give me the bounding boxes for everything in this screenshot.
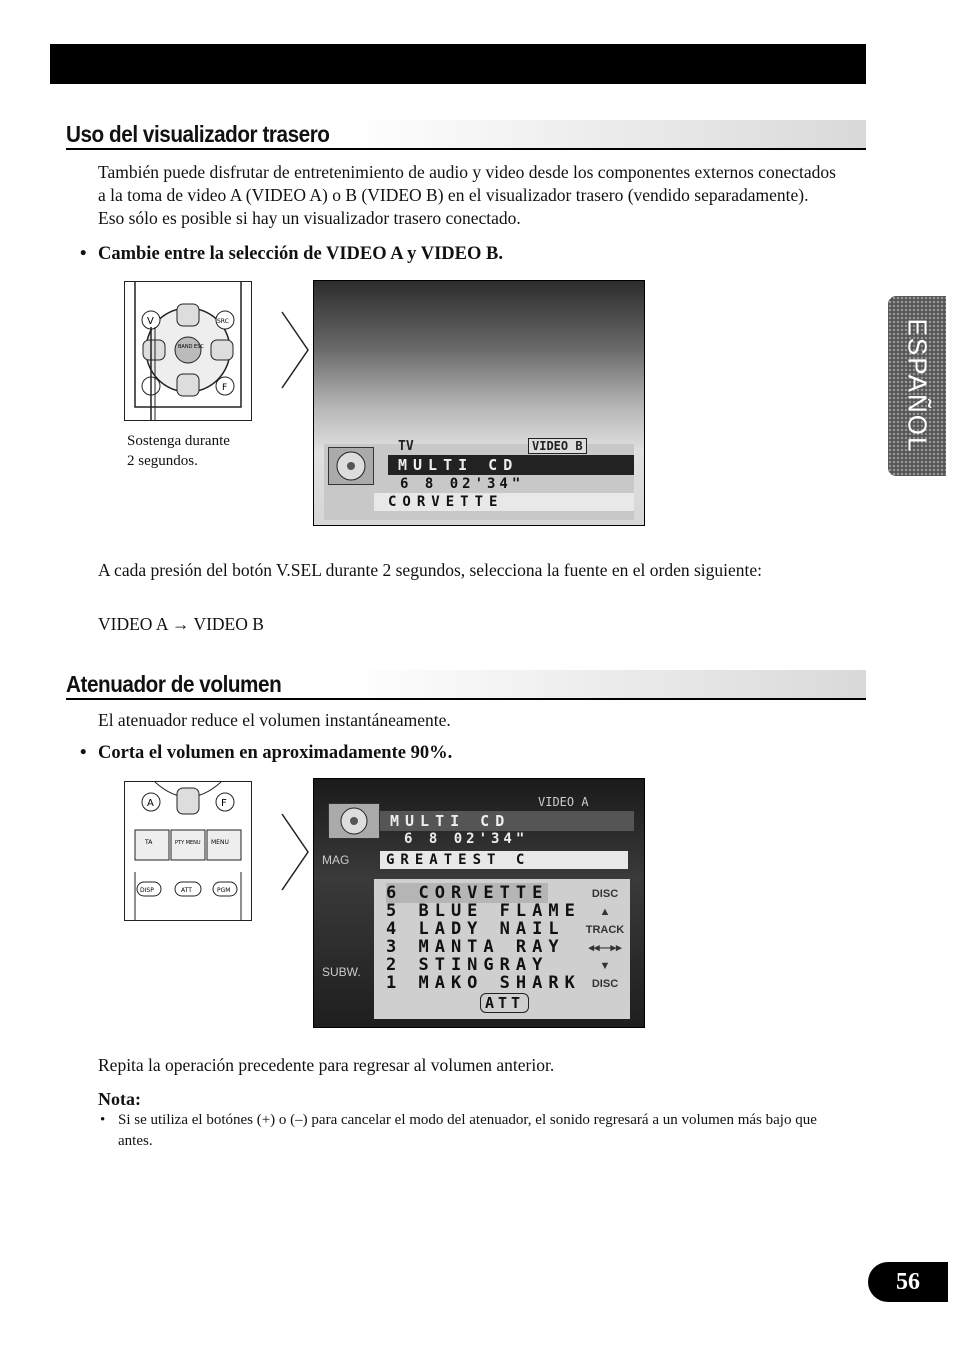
vsel-paragraph: A cada presión del botón V.SEL durante 2 segundos, selecciona la fuente en el orden siguiente: bbox=[98, 560, 763, 580]
status-line-2: 6 8 02'34" bbox=[404, 831, 529, 847]
note-title: Nota: bbox=[98, 1089, 141, 1109]
v-key-label: V bbox=[147, 316, 154, 327]
attenuator-screen bbox=[313, 778, 645, 1028]
pty-key-label: PTY MENU bbox=[175, 840, 201, 846]
disc-icon bbox=[328, 447, 374, 485]
f-key-label: F bbox=[222, 383, 228, 393]
language-tab: ESPAÑOL bbox=[888, 296, 946, 476]
track-row: 2 STINGRAY bbox=[386, 955, 549, 975]
track-title: CORVETTE bbox=[374, 493, 634, 511]
menu-key-label: MENU bbox=[211, 839, 229, 846]
track-row: 3 MANTA RAY bbox=[386, 937, 565, 957]
attenuator-intro: El atenuador reduce el volumen instantáneamente. bbox=[98, 710, 451, 730]
video-b-label: VIDEO B bbox=[528, 438, 587, 454]
navigation-labels: DISC ▲ TRACK ◂◂—▸▸ ▼ DISC bbox=[585, 888, 625, 990]
pgm-key-label: PGM bbox=[217, 887, 231, 894]
repeat-paragraph: Repita la operación precedente para regresar al volumen anterior. bbox=[98, 1055, 555, 1075]
video-a-label: VIDEO A bbox=[538, 795, 589, 809]
arrow-right-icon bbox=[280, 310, 310, 390]
note-text: • Si se utiliza el botónes (+) o (–) para cancelar el modo del atenuador, el sonido regresará a un volumen más bajo que antes. bbox=[100, 1112, 817, 1149]
vsel-order: VIDEO A → VIDEO B bbox=[98, 614, 264, 634]
mode-label: MULTI CD bbox=[388, 455, 634, 475]
band-key-label: BAND ESC bbox=[178, 344, 204, 350]
attenuator-bullet: • Corta el volumen en aproximadamente 90%. bbox=[80, 743, 453, 763]
track-row: 6 CORVETTE bbox=[386, 883, 549, 903]
intro-paragraph: También puede disfrutar de entretenimiento de audio y video desde los componentes externos conectados a la toma de video A (VIDEO A) o B (VIDEO B) en el visualizador trasero (vendido separadamente). Eso sólo es posible si hay un visualizador trasero conectado. bbox=[98, 162, 836, 228]
section-title-attenuator: Atenuador de volumen bbox=[66, 670, 866, 700]
arrow-right-icon-2 bbox=[280, 812, 310, 892]
rear-display-screen bbox=[313, 280, 645, 526]
ta-key-label: TA bbox=[145, 839, 153, 846]
track-row: 5 BLUE FLAME bbox=[386, 901, 581, 921]
disc-icon-2 bbox=[328, 803, 380, 839]
album-line: GREATEST C bbox=[380, 851, 628, 869]
src-key-label: SRC bbox=[217, 318, 229, 325]
track-row: 4 LADY NAIL bbox=[386, 919, 565, 939]
disp-key-label: DISP bbox=[140, 887, 154, 894]
remote-illustration bbox=[124, 281, 252, 421]
section-title-rear-display: Uso del visualizador trasero bbox=[66, 120, 866, 150]
subw-label: SUBW. bbox=[322, 965, 361, 979]
att-indicator: ATT bbox=[480, 993, 529, 1013]
mode-label-2: MULTI CD bbox=[380, 811, 634, 831]
tv-label: TV bbox=[398, 439, 414, 454]
instruction-bullet: • Cambie entre la selección de VIDEO A y VIDEO B. bbox=[80, 244, 503, 264]
mag-label: MAG bbox=[322, 853, 350, 867]
remote-illustration-2 bbox=[124, 781, 252, 921]
page-number: 56 bbox=[868, 1262, 948, 1302]
remote-caption: Sostenga durante 2 segundos. bbox=[127, 433, 230, 469]
a-key-label: A bbox=[147, 798, 154, 809]
track-row: 1 MAKO SHARK bbox=[386, 973, 581, 993]
f-key-label-2: F bbox=[221, 798, 227, 809]
header-bar bbox=[50, 44, 866, 84]
att-key-label: ATT bbox=[181, 887, 192, 894]
status-line: 6 8 02'34" bbox=[400, 476, 525, 492]
